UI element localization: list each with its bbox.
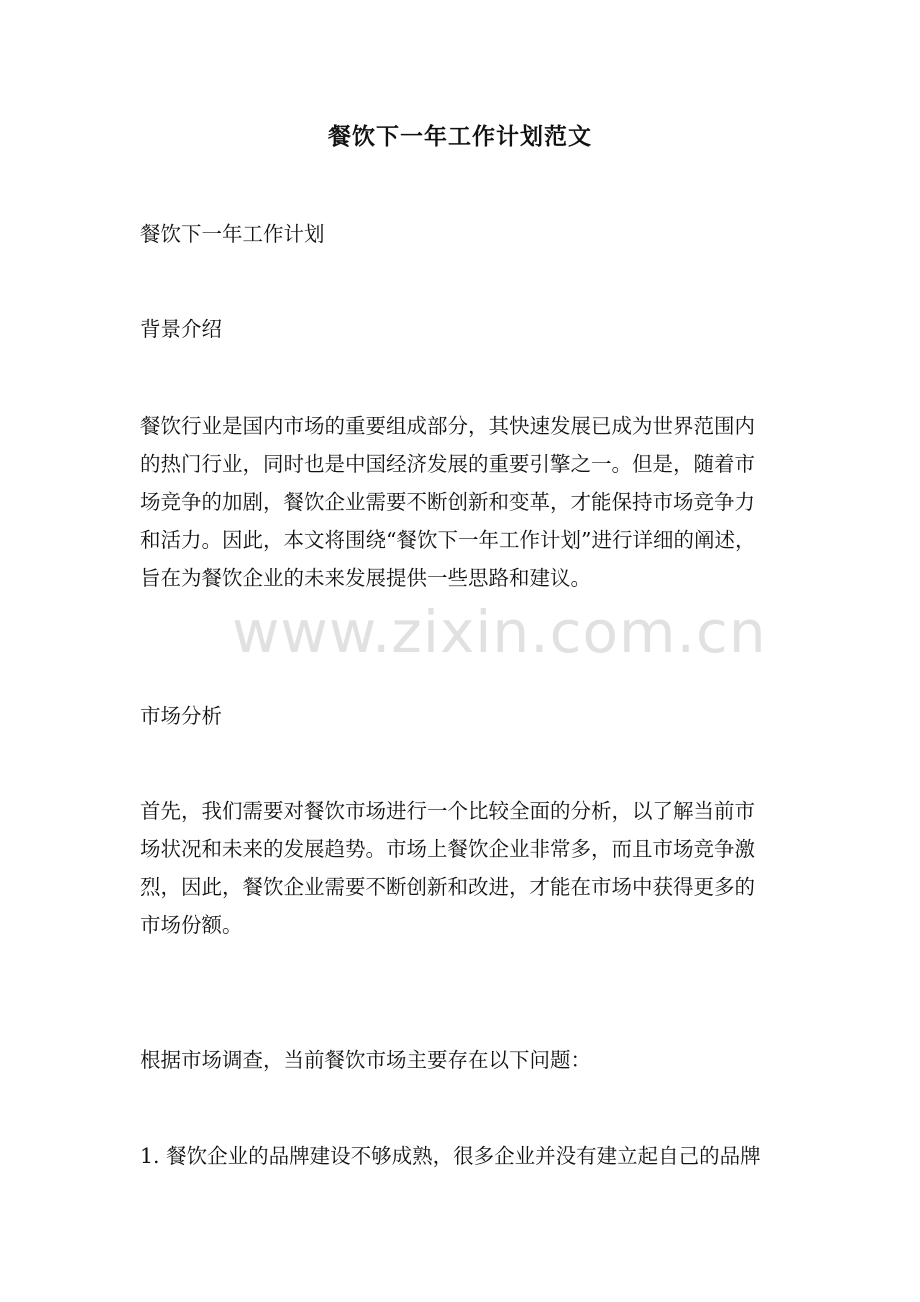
paragraph-market [140, 792, 780, 944]
list-item-1: 1. 餐饮企业的品牌建设不够成熟，很多企业并没有建立起自己的品牌 [140, 1144, 761, 1168]
paragraph-survey: 根据市场调查，当前餐饮市场主要存在以下问题： [140, 1048, 591, 1072]
paragraph-line: 场状况和未来的发展趋势。市场上餐饮企业非常多，而且市场竞争激 [140, 837, 755, 861]
paragraph-line: 市场份额。 [140, 913, 243, 937]
paragraph-line: 餐饮行业是国内市场的重要组成部分，其快速发展已成为世界范围内 [140, 414, 755, 438]
paragraph-line: 的热门行业，同时也是中国经济发展的重要引擎之一。但是，随着市 [140, 452, 755, 476]
paragraph-line: 首先，我们需要对餐饮市场进行一个比较全面的分析，以了解当前市 [140, 799, 755, 823]
paragraph-line: 烈，因此，餐饮企业需要不断创新和改进，才能在市场中获得更多的 [140, 875, 755, 899]
paragraph-line: 场竞争的加剧，餐饮企业需要不断创新和变革，才能保持市场竞争力 [140, 490, 755, 514]
paragraph-line: 和活力。因此，本文将围绕“餐饮下一年工作计划”进行详细的阐述， [140, 528, 756, 552]
document-subtitle: 餐饮下一年工作计划 [140, 222, 325, 246]
watermark: www.zixin.com.cn [232, 598, 767, 666]
document-title: 餐饮下一年工作计划范文 [328, 123, 592, 150]
paragraph-line: 旨在为餐饮企业的未来发展提供一些思路和建议。 [140, 566, 591, 590]
paragraph-background [140, 407, 780, 597]
section-heading-background: 背景介绍 [140, 317, 222, 341]
section-heading-market: 市场分析 [140, 704, 222, 728]
